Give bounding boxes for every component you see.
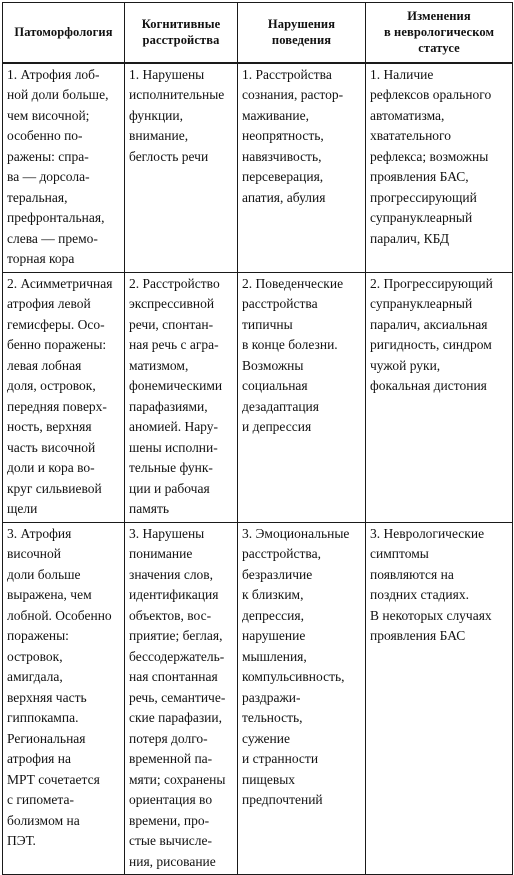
cell-behavior: 2. Поведенческие расстройства типичны в конце болезни. Возможны социальная дезадаптация и депрессия [238,272,366,522]
header-cognitive-disorders: Когнитивные расстройства [125,3,238,63]
cell-pathomorphology: 2. Асимметричная атрофия левой гемисферы. Осо- бенно поражены: левая лобная доля, островок, передняя поверх- ность, верхняя часть височной доли и кора во- круг сильвиевой щели [3,272,125,522]
cell-behavior: 1. Расстройства сознания, растор- маживание, неопрятность, навязчивость, персеверация, апатия, абулия [238,63,366,273]
header-behavior-disorders: Нарушения поведения [238,3,366,63]
cell-cognitive: 2. Расстройство экспрессивной речи, спонтан- ная речь с агра- матизмом, фонемическими парафазиями, аномией. Нару- шены исполни- тельные функ- ции и рабочая память [125,272,238,522]
cell-pathomorphology: 3. Атрофия височной доли больше выражена, чем лобной. Особенно поражены: островок, амигдала, верхняя часть гиппокампа. Региональная атрофия на МРТ сочетается с гипомета- болизмом на ПЭТ. [3,522,125,875]
table-row [3,272,513,522]
cell-behavior: 3. Эмоциональные расстройства, безразличие к близким, депрессия, нарушение мышления, компульсивность, раздражи- тельность, сужение и странности пищевых предпочтений [238,522,366,875]
table-row [3,63,513,273]
cell-neurological: 1. Наличие рефлексов орального автоматизма, хватательного рефлекса; возможны проявления БАС, прогрессирующий супрануклеарный паралич, КБД [366,63,513,273]
cell-cognitive: 1. Нарушены исполнительные функции, внимание, беглость речи [125,63,238,273]
cell-pathomorphology: 1. Атрофия лоб- ной доли больше, чем височной; особенно по- ражены: спра- ва — дорсола- теральная, префронтальная, слева — премо- торная кора [3,63,125,273]
cell-neurological: 3. Неврологические симптомы появляются на поздних стадиях. В некоторых случаях проявления БАС [366,522,513,875]
header-neurological-status: Изменения в неврологическом статусе [366,3,513,63]
table-row [3,522,513,875]
header-pathomorphology: Патоморфология [3,3,125,63]
cell-neurological: 2. Прогрессирующий супрануклеарный паралич, аксиальная ригидность, синдром чужой руки, фокальная дистония [366,272,513,522]
cell-cognitive: 3. Нарушены понимание значения слов, идентификация объектов, вос- приятие; беглая, бессодержатель- ная спонтанная речь, семантиче- ские парафазии, потеря долго- временной па- мяти; сохранены ориентация во времени, про- стые вычисле- ния, рисование [125,522,238,875]
ftd-comparison-table [2,2,513,875]
table-header-row [3,3,513,63]
